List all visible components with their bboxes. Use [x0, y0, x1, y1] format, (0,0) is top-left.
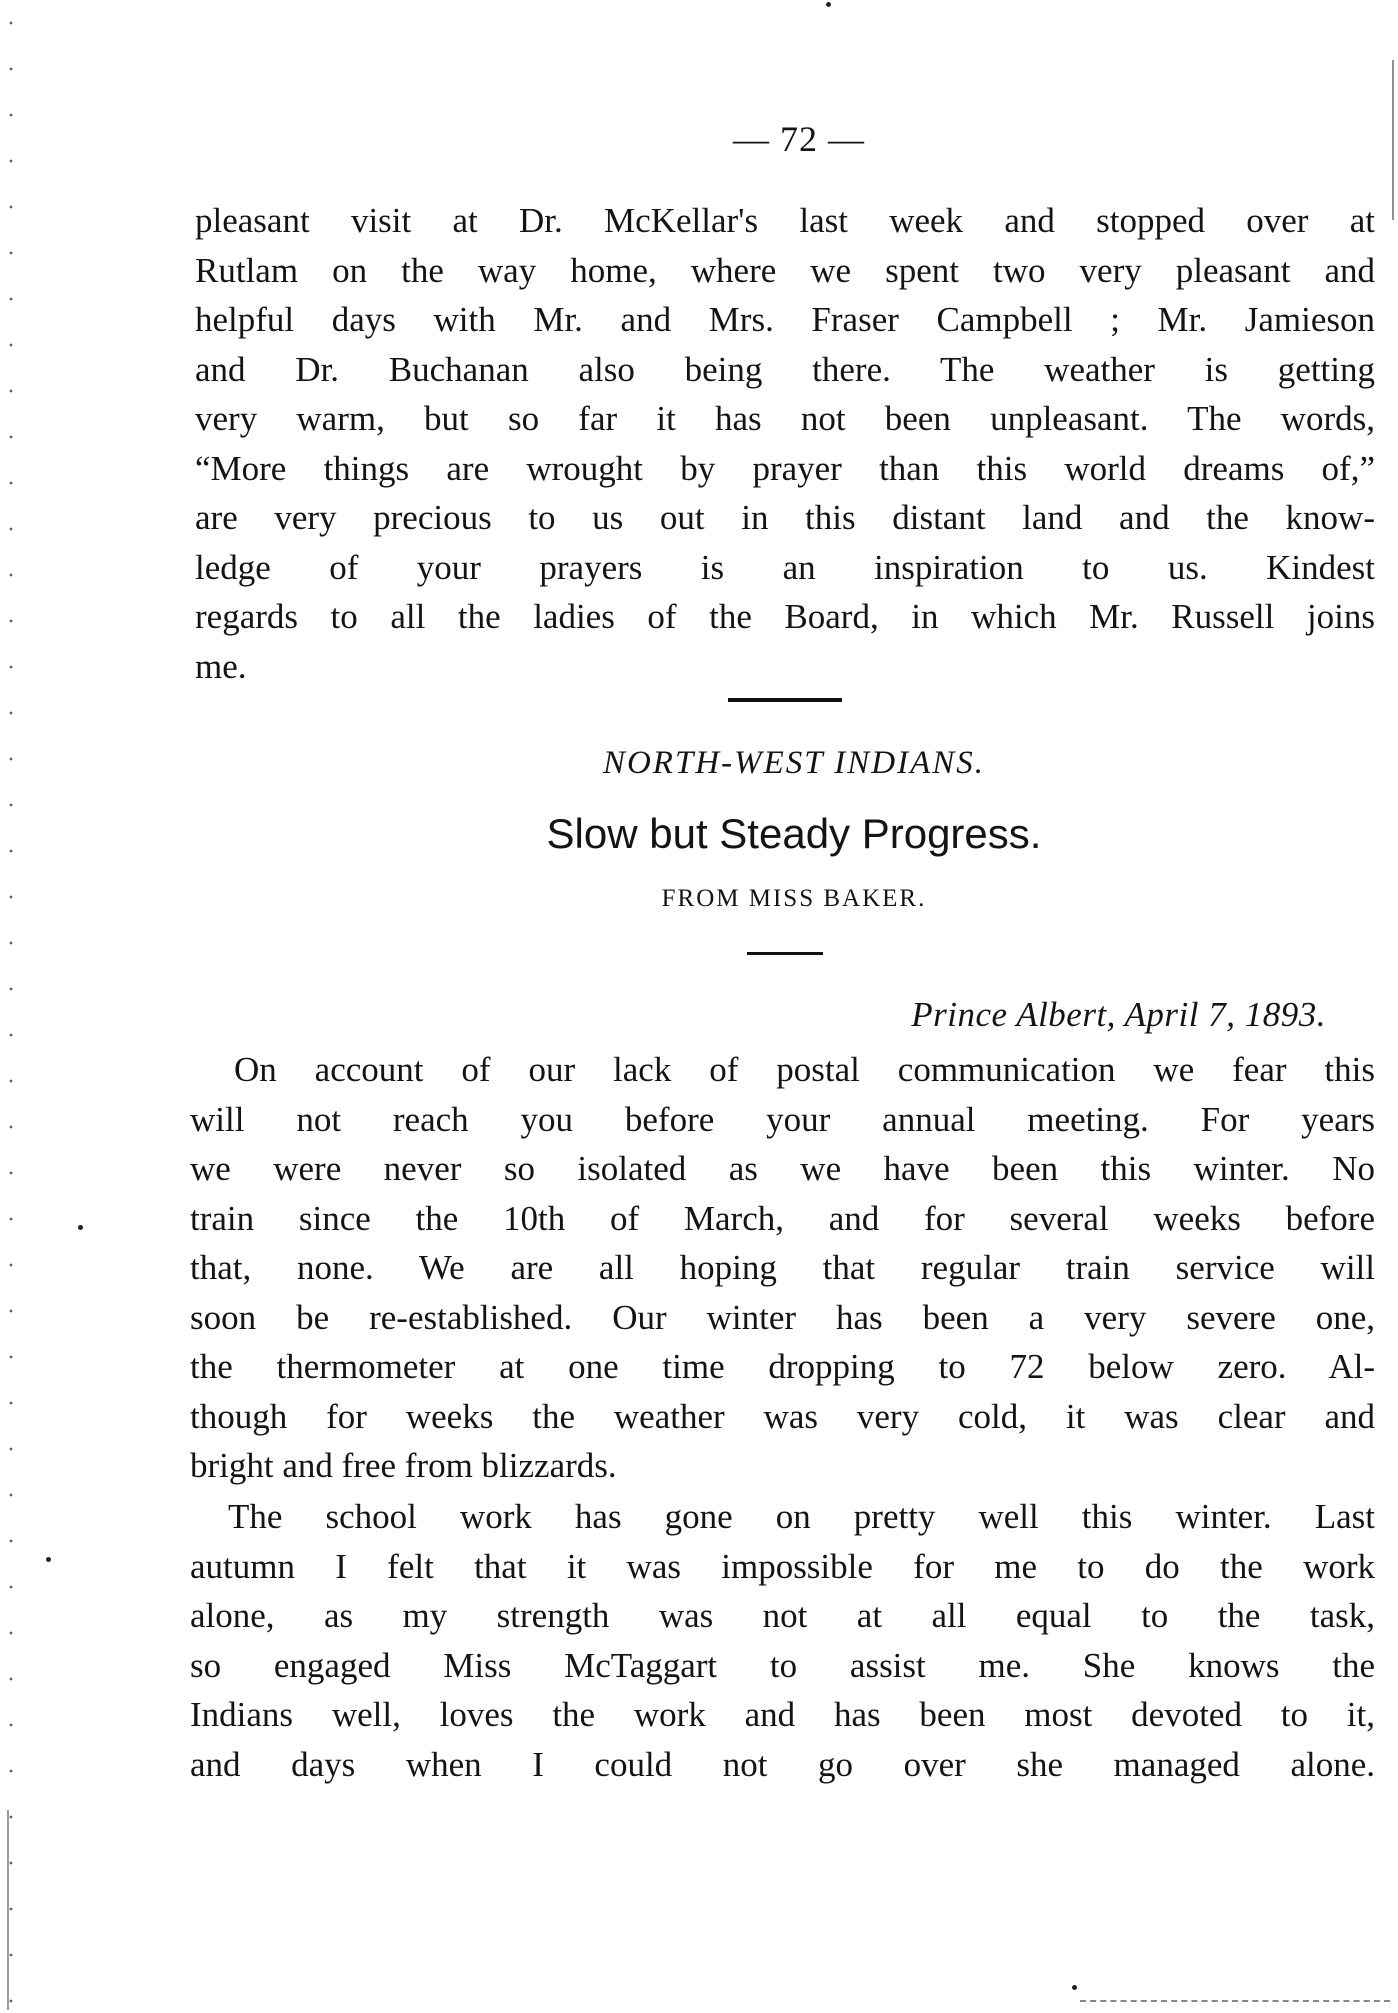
- article-dateline: Prince Albert, April 7, 1893.: [911, 995, 1326, 1034]
- scan-speck: [46, 1557, 51, 1562]
- text-line: we were never so isolated as we have been this winter. No: [190, 1149, 1375, 1188]
- text-line: and days when I could not go over she managed alone.: [190, 1744, 1375, 1784]
- text-line: will not reach you before your annual meeting. For years: [190, 1099, 1375, 1139]
- text-line: helpful days with Mr. and Mrs. Fraser Campbell ; Mr. Jamieson: [195, 300, 1375, 339]
- text-line: The school work has gone on pretty well this winter. Last: [228, 1497, 1375, 1536]
- scan-edge-dots: [6, 0, 16, 2013]
- text-line: On account of our lack of postal communication we fear this: [234, 1050, 1375, 1089]
- section-heading: NORTH-WEST INDIANS.: [602, 745, 986, 781]
- text-line: ledge of your prayers is an inspiration to us. Kindest: [195, 547, 1375, 587]
- text-line: very warm, but so far it has not been unpleasant. The words,: [195, 399, 1375, 438]
- article-byline: FROM MISS BAKER.: [661, 885, 927, 912]
- text-line: “More things are wrought by prayer than this world dreams of,”: [195, 448, 1375, 488]
- text-line: Rutlam on the way home, where we spent two very pleasant and: [195, 250, 1375, 290]
- scan-edge-line-left: [7, 1810, 9, 2010]
- text-line: bright and free from blizzards.: [190, 1446, 617, 1485]
- text-line: the thermometer at one time dropping to 72 below zero. Al-: [190, 1347, 1375, 1386]
- page-number: — 72 —: [733, 119, 865, 159]
- section-divider: [728, 698, 842, 702]
- text-line: though for weeks the weather was very cold, it was clear and: [190, 1396, 1375, 1436]
- text-line: pleasant visit at Dr. McKellar's last week and stopped over at: [195, 201, 1375, 240]
- text-line: are very precious to us out in this distant land and the know-: [195, 498, 1375, 537]
- scan-speck: [78, 1225, 83, 1230]
- article-paragraph: [190, 1045, 1375, 1491]
- text-line: so engaged Miss McTaggart to assist me. She knows the: [190, 1645, 1375, 1685]
- text-line: and Dr. Buchanan also being there. The weather is getting: [195, 349, 1375, 389]
- text-line: that, none. We are all hoping that regular train service will: [190, 1248, 1375, 1287]
- opening-paragraph: [195, 196, 1375, 691]
- article-title: Slow but Steady Progress.: [546, 810, 1042, 857]
- byline-divider: [747, 952, 823, 955]
- text-line: soon be re-established. Our winter has been a very severe one,: [190, 1297, 1375, 1337]
- scan-speck: [1072, 1985, 1077, 1990]
- text-line: regards to all the ladies of the Board, in which Mr. Russell joins: [195, 597, 1375, 636]
- text-line: me.: [195, 646, 247, 686]
- scan-bottom-rule: [1080, 2000, 1390, 2002]
- text-line: alone, as my strength was not at all equal to the task,: [190, 1596, 1375, 1635]
- article-paragraph: [190, 1492, 1375, 1789]
- text-line: Indians well, loves the work and has been most devoted to it,: [190, 1695, 1375, 1734]
- text-line: train since the 10th of March, and for several weeks before: [190, 1198, 1375, 1238]
- text-line: autumn I felt that it was impossible for me to do the work: [190, 1546, 1375, 1586]
- scan-speck: [826, 2, 831, 7]
